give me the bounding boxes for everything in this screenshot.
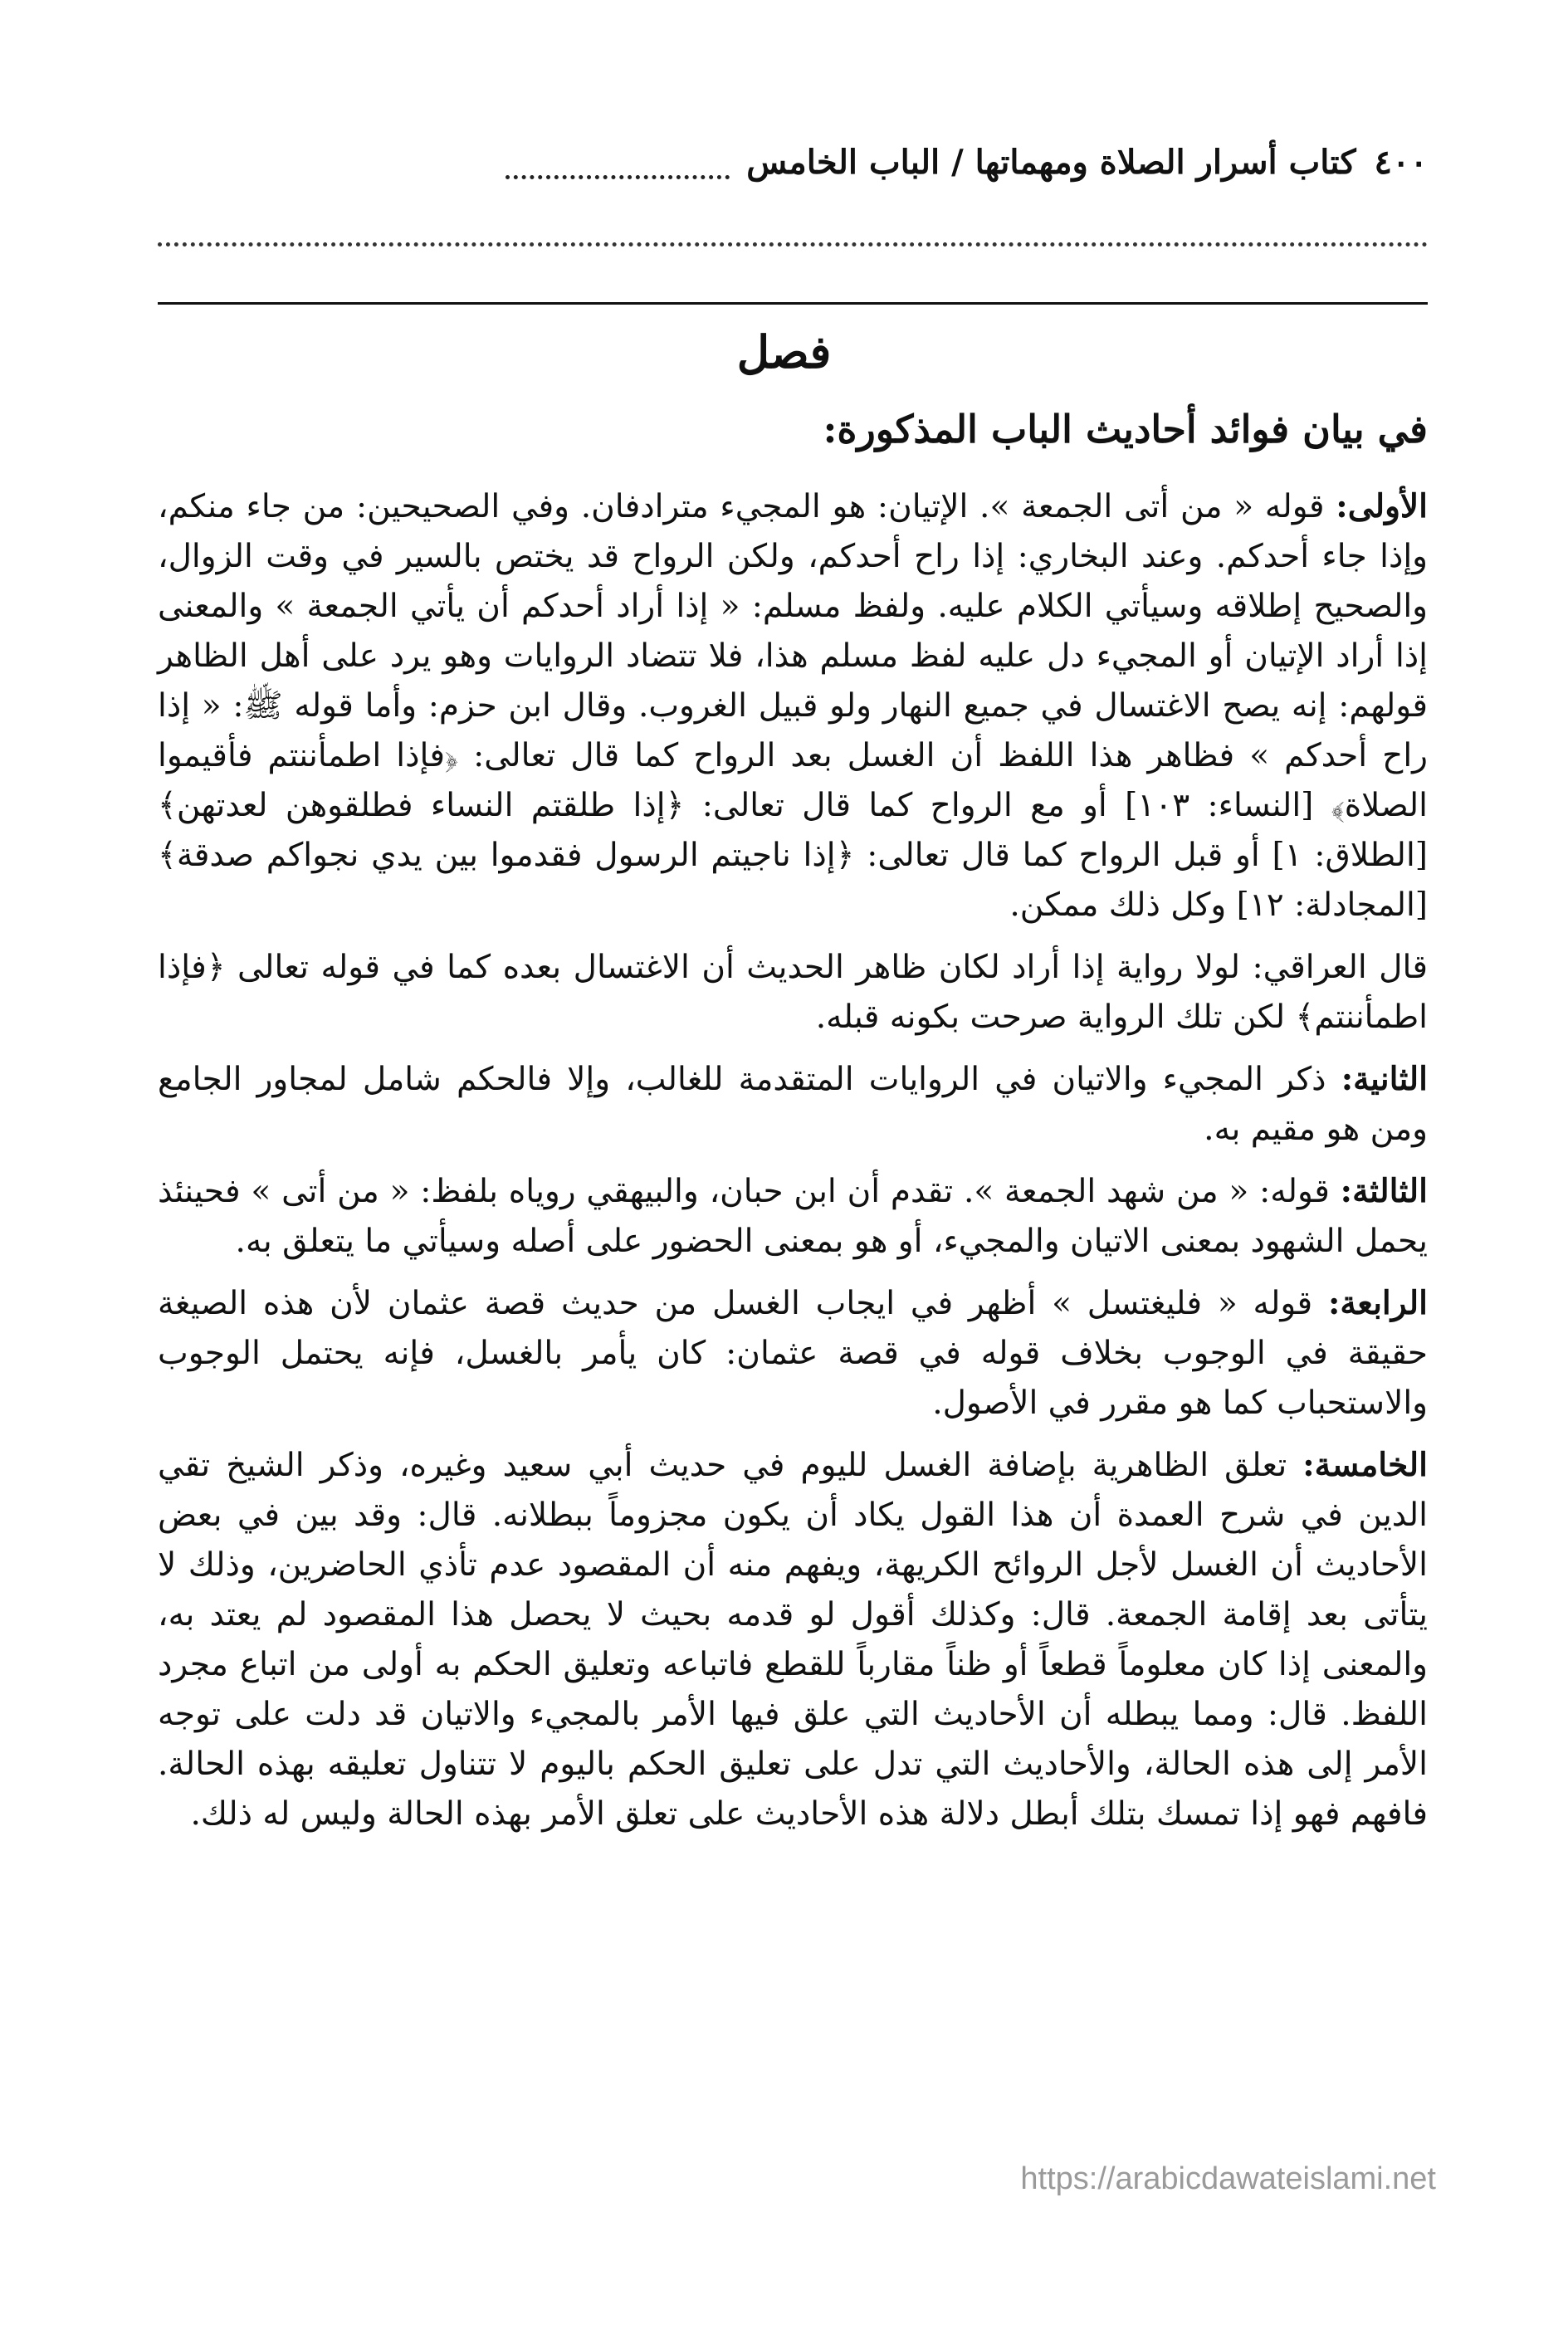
running-title: كتاب أسرار الصلاة ومهماتها / الباب الخامس xyxy=(746,142,1356,182)
running-header xyxy=(158,133,1428,191)
section-subtitle: في بيان فوائد أحاديث الباب المذكورة: xyxy=(823,407,1428,452)
source-watermark: https://arabicdawateislami.net xyxy=(1020,2161,1436,2196)
paragraph-fourth xyxy=(158,1278,1428,1428)
paragraph-text: قوله « فليغتسل » أظهر في ايجاب الغسل من حديث قصة عثمان لأن هذه الصيغة حقيقة في الوجوب بخلاف قوله في قصة عثمان: كان يأمر بالغسل، فإنه يحتمل الوجوب والاستحباب كما هو مقرر في الأصول. xyxy=(158,1285,1428,1422)
section-title: فصل xyxy=(736,325,832,378)
leader-dots-line xyxy=(158,242,1428,247)
page-number: ٤٠٠ xyxy=(1374,142,1428,182)
paragraph-lead: الأولى: xyxy=(1336,487,1428,525)
paragraph-text: ذكر المجيء والاتيان في الروايات المتقدمة للغالب، وإلا فالحكم شامل لمجاور الجامع ومن هو مقيم به. xyxy=(158,1061,1428,1148)
paragraph-text: قوله: « من شهد الجمعة ». تقدم أن ابن حبان، والبيهقي روياه بلفظ: « من أتى » فحينئذ يحمل الشهود بمعنى الاتيان والمجيء، أو هو بمعنى الحضور على أصله وسيأتي ما يتعلق به. xyxy=(158,1173,1428,1260)
paragraph-lead: الرابعة: xyxy=(1327,1284,1428,1322)
paragraph-text: قال العراقي: لولا رواية إذا أراد لكان ظاهر الحديث أن الاغتسال بعده كما في قوله تعالى ﴿فإذا اطمأننتم﴾ لكن تلك الرواية صرحت بكونه قبله. xyxy=(158,949,1428,1036)
paragraph-iraqi xyxy=(158,942,1428,1043)
header-leader-dots xyxy=(506,175,730,179)
header-rule xyxy=(158,302,1428,305)
paragraph-lead: الثالثة: xyxy=(1340,1172,1428,1210)
paragraph-lead: الثانية: xyxy=(1341,1060,1428,1098)
paragraph-text: تعلق الظاهرية بإضافة الغسل لليوم في حديث أبي سعيد وغيره، وذكر الشيخ تقي الدين في شرح العمدة أن هذا القول يكاد أن يكون مجزوماً ببطلانه. قال: وقد بين في بعض الأحاديث أن الغسل لأجل الروائح الكريهة، ويفهم منه أن المقصود عدم تأذي الحاضرين، وذلك لا يتأتى بعد إقامة الجمعة. قال: وكذلك أقول لو قدمه بحيث لا يحصل هذا المقصود لم يعتد به، والمعنى إذا كان معلوماً قطعاً أو ظناً مقارباً للقطع فاتباعه وتعليق الحكم به أولى من اتباع مجرد اللفظ. قال: ومما يبطله أن الأحاديث التي علق فيها الأمر بالمجيء والاتيان قد دلت على توجه الأمر إلى هذه الحالة، والأحاديث التي تدل على تعليق الحكم باليوم لا تتناول تعليقه بهذه الحالة. فافهم فهو إذا تمسك بتلك أبطل دلالة هذه الأحاديث على تعلق الأمر بهذه الحالة وليس له ذلك. xyxy=(158,1447,1428,1833)
paragraph-lead: الخامسة: xyxy=(1302,1446,1428,1484)
paragraph-third xyxy=(158,1166,1428,1267)
paragraph-first xyxy=(158,481,1428,930)
paragraph-second xyxy=(158,1054,1428,1155)
paragraph-text: قوله « من أتى الجمعة ». الإتيان: هو المجيء مترادفان. وفي الصحيحين: من جاء منكم، وإذا جاء أحدكم. وعند البخاري: إذا راح أحدكم، ولكن الرواح قد يختص بالسير في وقت الزوال، والصحيح إطلاقه وسيأتي الكلام عليه. ولفظ مسلم: « إذا أراد أحدكم أن يأتي الجمعة » والمعنى إذا أراد الإتيان أو المجيء دل عليه لفظ مسلم هذا، فلا تتضاد الروايات وهو يرد على أهل الظاهر قولهم: إنه يصح الاغتسال في جميع النهار ولو قبيل الغروب. وقال ابن حزم: وأما قوله ﷺ: « إذا راح أحدكم » فظاهر هذا اللفظ أن الغسل بعد الرواح كما قال تعالى: ﴿فإذا اطمأننتم فأقيموا الصلاة﴾ [النساء: ١٠٣] أو مع الرواح كما قال تعالى: ﴿إذا طلقتم النساء فطلقوهن لعدتهن﴾ [الطلاق: ١] أو قبل الرواح كما قال تعالى: ﴿إذا ناجيتم الرسول فقدموا بين يدي نجواكم صدقة﴾ [المجادلة: ١٢] وكل ذلك ممكن. xyxy=(158,488,1428,924)
body-text xyxy=(158,481,1428,1851)
paragraph-fifth xyxy=(158,1440,1428,1839)
